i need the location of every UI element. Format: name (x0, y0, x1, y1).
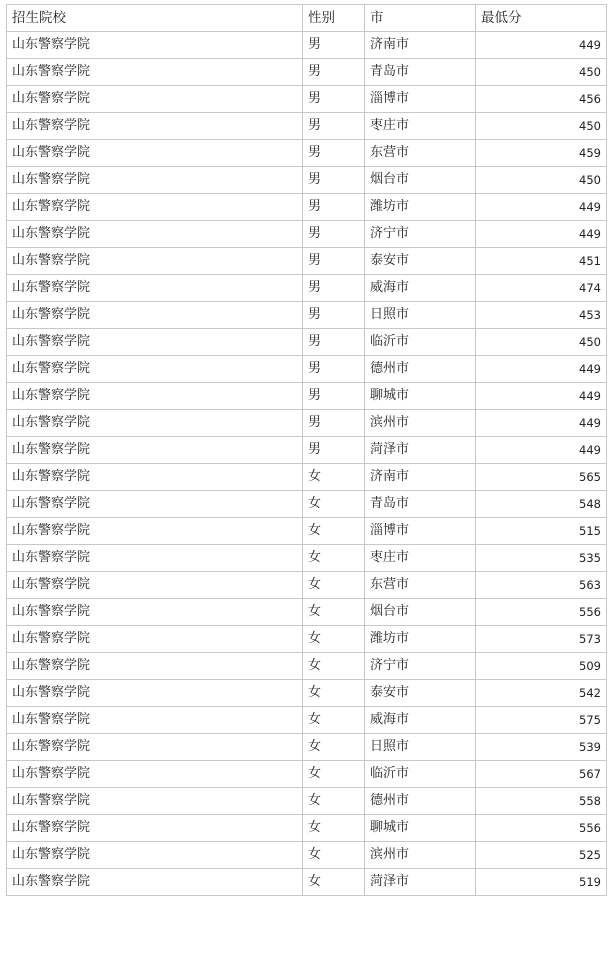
cell-school: 山东警察学院 (7, 410, 303, 437)
cell-gender: 女 (303, 599, 365, 626)
cell-school: 山东警察学院 (7, 248, 303, 275)
table-row (7, 221, 607, 248)
cell-city: 东营市 (365, 140, 476, 167)
cell-gender: 女 (303, 869, 365, 896)
cell-city: 德州市 (365, 356, 476, 383)
cell-min-score: 563 (476, 572, 607, 599)
admission-score-table (6, 4, 607, 896)
cell-school: 山东警察学院 (7, 194, 303, 221)
table-row (7, 302, 607, 329)
table-row (7, 275, 607, 302)
table-row (7, 410, 607, 437)
cell-gender: 男 (303, 140, 365, 167)
cell-school: 山东警察学院 (7, 86, 303, 113)
cell-city: 滨州市 (365, 410, 476, 437)
table-row (7, 194, 607, 221)
cell-min-score: 456 (476, 86, 607, 113)
cell-gender: 男 (303, 437, 365, 464)
cell-gender: 女 (303, 545, 365, 572)
cell-min-score: 556 (476, 815, 607, 842)
cell-city: 淄博市 (365, 86, 476, 113)
cell-min-score: 539 (476, 734, 607, 761)
cell-min-score: 449 (476, 32, 607, 59)
cell-min-score: 548 (476, 491, 607, 518)
cell-gender: 女 (303, 707, 365, 734)
cell-school: 山东警察学院 (7, 842, 303, 869)
cell-school: 山东警察学院 (7, 221, 303, 248)
cell-city: 济南市 (365, 32, 476, 59)
cell-min-score: 449 (476, 356, 607, 383)
cell-gender: 女 (303, 464, 365, 491)
table-row (7, 653, 607, 680)
cell-city: 日照市 (365, 734, 476, 761)
cell-school: 山东警察学院 (7, 572, 303, 599)
cell-gender: 男 (303, 194, 365, 221)
cell-city: 济宁市 (365, 221, 476, 248)
cell-city: 聊城市 (365, 815, 476, 842)
cell-min-score: 525 (476, 842, 607, 869)
cell-gender: 男 (303, 113, 365, 140)
cell-school: 山东警察学院 (7, 869, 303, 896)
cell-city: 菏泽市 (365, 437, 476, 464)
cell-city: 枣庄市 (365, 545, 476, 572)
cell-city: 滨州市 (365, 842, 476, 869)
cell-gender: 男 (303, 221, 365, 248)
table-row (7, 437, 607, 464)
cell-min-score: 519 (476, 869, 607, 896)
cell-gender: 女 (303, 653, 365, 680)
cell-city: 烟台市 (365, 599, 476, 626)
table-row (7, 86, 607, 113)
header-city: 市 (365, 5, 476, 32)
cell-min-score: 459 (476, 140, 607, 167)
cell-school: 山东警察学院 (7, 32, 303, 59)
cell-school: 山东警察学院 (7, 680, 303, 707)
table-row (7, 491, 607, 518)
cell-min-score: 575 (476, 707, 607, 734)
cell-school: 山东警察学院 (7, 626, 303, 653)
cell-gender: 女 (303, 626, 365, 653)
cell-gender: 男 (303, 248, 365, 275)
table-row (7, 545, 607, 572)
cell-city: 日照市 (365, 302, 476, 329)
cell-school: 山东警察学院 (7, 653, 303, 680)
cell-city: 淄博市 (365, 518, 476, 545)
cell-city: 临沂市 (365, 761, 476, 788)
cell-city: 烟台市 (365, 167, 476, 194)
cell-school: 山东警察学院 (7, 491, 303, 518)
table-row (7, 680, 607, 707)
table-row (7, 32, 607, 59)
cell-min-score: 535 (476, 545, 607, 572)
cell-min-score: 474 (476, 275, 607, 302)
cell-min-score: 449 (476, 383, 607, 410)
cell-gender: 女 (303, 734, 365, 761)
cell-city: 威海市 (365, 707, 476, 734)
cell-school: 山东警察学院 (7, 464, 303, 491)
cell-gender: 男 (303, 59, 365, 86)
header-row (7, 5, 607, 32)
cell-gender: 男 (303, 329, 365, 356)
cell-gender: 女 (303, 842, 365, 869)
cell-min-score: 449 (476, 194, 607, 221)
cell-city: 青岛市 (365, 59, 476, 86)
cell-gender: 女 (303, 572, 365, 599)
cell-min-score: 556 (476, 599, 607, 626)
cell-gender: 女 (303, 680, 365, 707)
table-row (7, 167, 607, 194)
cell-gender: 女 (303, 518, 365, 545)
cell-gender: 男 (303, 167, 365, 194)
header-min-score: 最低分 (476, 5, 607, 32)
cell-city: 东营市 (365, 572, 476, 599)
table-row (7, 329, 607, 356)
cell-city: 泰安市 (365, 248, 476, 275)
cell-gender: 男 (303, 356, 365, 383)
cell-gender: 男 (303, 410, 365, 437)
cell-gender: 男 (303, 86, 365, 113)
table-row (7, 788, 607, 815)
cell-city: 威海市 (365, 275, 476, 302)
table-row (7, 842, 607, 869)
cell-city: 枣庄市 (365, 113, 476, 140)
cell-gender: 女 (303, 788, 365, 815)
cell-school: 山东警察学院 (7, 788, 303, 815)
cell-min-score: 450 (476, 59, 607, 86)
table-row (7, 572, 607, 599)
cell-city: 菏泽市 (365, 869, 476, 896)
cell-city: 临沂市 (365, 329, 476, 356)
table-row (7, 383, 607, 410)
cell-min-score: 451 (476, 248, 607, 275)
score-table-container (6, 4, 606, 896)
table-row (7, 356, 607, 383)
cell-city: 潍坊市 (365, 194, 476, 221)
cell-min-score: 450 (476, 167, 607, 194)
cell-school: 山东警察学院 (7, 518, 303, 545)
cell-city: 聊城市 (365, 383, 476, 410)
cell-city: 德州市 (365, 788, 476, 815)
cell-min-score: 449 (476, 437, 607, 464)
cell-city: 泰安市 (365, 680, 476, 707)
cell-min-score: 453 (476, 302, 607, 329)
cell-school: 山东警察学院 (7, 761, 303, 788)
table-row (7, 626, 607, 653)
cell-gender: 男 (303, 32, 365, 59)
table-header (7, 5, 607, 32)
table-row (7, 464, 607, 491)
cell-school: 山东警察学院 (7, 815, 303, 842)
cell-min-score: 542 (476, 680, 607, 707)
cell-school: 山东警察学院 (7, 707, 303, 734)
table-body (7, 32, 607, 896)
header-gender: 性别 (303, 5, 365, 32)
cell-gender: 女 (303, 761, 365, 788)
cell-gender: 女 (303, 491, 365, 518)
cell-school: 山东警察学院 (7, 302, 303, 329)
cell-min-score: 449 (476, 221, 607, 248)
cell-min-score: 558 (476, 788, 607, 815)
cell-min-score: 450 (476, 329, 607, 356)
cell-school: 山东警察学院 (7, 59, 303, 86)
cell-min-score: 509 (476, 653, 607, 680)
table-row (7, 113, 607, 140)
header-school: 招生院校 (7, 5, 303, 32)
cell-school: 山东警察学院 (7, 356, 303, 383)
cell-city: 济南市 (365, 464, 476, 491)
cell-school: 山东警察学院 (7, 437, 303, 464)
table-row (7, 707, 607, 734)
cell-min-score: 450 (476, 113, 607, 140)
cell-min-score: 515 (476, 518, 607, 545)
cell-gender: 女 (303, 815, 365, 842)
cell-city: 青岛市 (365, 491, 476, 518)
cell-gender: 男 (303, 383, 365, 410)
cell-city: 济宁市 (365, 653, 476, 680)
table-row (7, 815, 607, 842)
table-row (7, 59, 607, 86)
table-row (7, 140, 607, 167)
table-row (7, 734, 607, 761)
table-row (7, 599, 607, 626)
cell-school: 山东警察学院 (7, 140, 303, 167)
cell-city: 潍坊市 (365, 626, 476, 653)
table-row (7, 869, 607, 896)
cell-school: 山东警察学院 (7, 734, 303, 761)
table-row (7, 761, 607, 788)
table-row (7, 248, 607, 275)
cell-min-score: 567 (476, 761, 607, 788)
cell-min-score: 449 (476, 410, 607, 437)
table-row (7, 518, 607, 545)
cell-min-score: 565 (476, 464, 607, 491)
cell-school: 山东警察学院 (7, 167, 303, 194)
cell-school: 山东警察学院 (7, 329, 303, 356)
cell-school: 山东警察学院 (7, 383, 303, 410)
cell-school: 山东警察学院 (7, 113, 303, 140)
cell-min-score: 573 (476, 626, 607, 653)
cell-school: 山东警察学院 (7, 545, 303, 572)
cell-school: 山东警察学院 (7, 599, 303, 626)
cell-gender: 男 (303, 275, 365, 302)
cell-school: 山东警察学院 (7, 275, 303, 302)
cell-gender: 男 (303, 302, 365, 329)
